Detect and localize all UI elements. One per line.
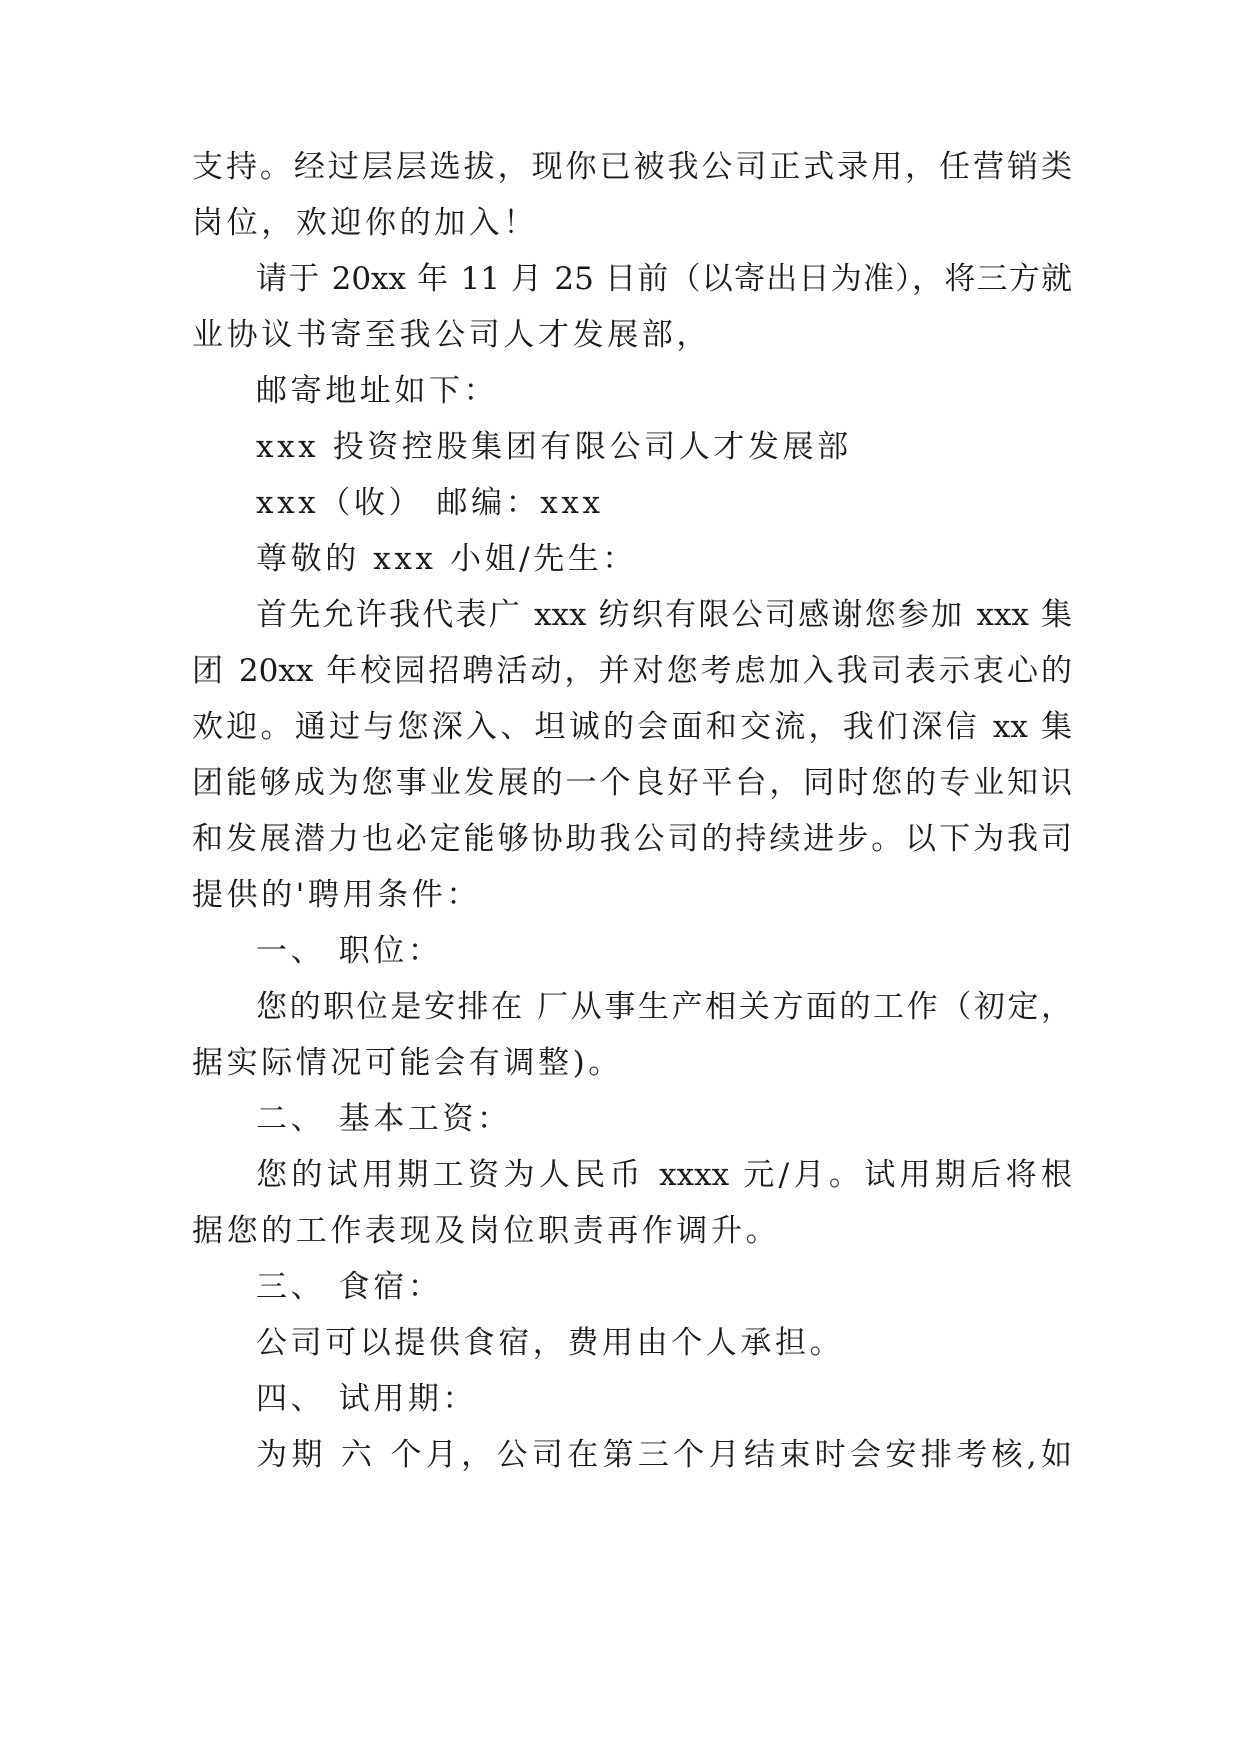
text-line: 提供的'聘用条件： [192,877,481,913]
text-line: 邮寄地址如下： [256,373,499,409]
text-line: 和发展潜力也必定能够协助我公司的持续进步。以下为我司 [192,821,1072,857]
text-line: 据您的工作表现及岗位职责再作调升。 [192,1213,781,1249]
text-line: xxx（收） 邮编：xxx [256,485,604,521]
section-heading: 三、 食宿： [256,1269,443,1305]
text-line: 您的职位是安排在 厂从事生产相关方面的工作（初定， [256,989,1072,1025]
text-line: 欢迎。通过与您深入、坦诚的会面和交流，我们深信 xx 集 [192,709,1072,745]
text-line: xxx 投资控股集团有限公司人才发展部 [256,429,852,465]
text-line: 尊敬的 xxx 小姐/先生： [256,541,638,577]
text-line: 为期 六 个月，公司在第三个月结束时会安排考核,如 [256,1437,1072,1473]
text-line: 首先允许我代表广 xxx 纺织有限公司感谢您参加 xxx 集 [256,597,1072,633]
text-line: 请于 20xx 年 11 月 25 日前（以寄出日为准），将三方就 [256,261,1072,297]
section-heading: 四、 试用期： [256,1381,478,1417]
text-line: 业协议书寄至我公司人才发展部， [192,317,711,353]
text-line: 支持。经过层层选拔，现你已被我公司正式录用，任营销类 [192,149,1072,185]
text-line: 团能够成为您事业发展的一个良好平台，同时您的专业知识 [192,765,1072,801]
text-line: 岗位，欢迎你的加入！ [192,205,538,241]
text-line: 据实际情况可能会有调整)。 [192,1045,623,1081]
section-heading: 二、 基本工资： [256,1101,512,1137]
text-line: 公司可以提供食宿，费用由个人承担。 [256,1325,845,1361]
text-line: 团 20xx 年校园招聘活动，并对您考虑加入我司表示衷心的 [192,653,1072,689]
section-heading: 一、 职位： [256,933,443,969]
text-line: 您的试用期工资为人民币 xxxx 元/月。试用期后将根 [256,1157,1072,1193]
